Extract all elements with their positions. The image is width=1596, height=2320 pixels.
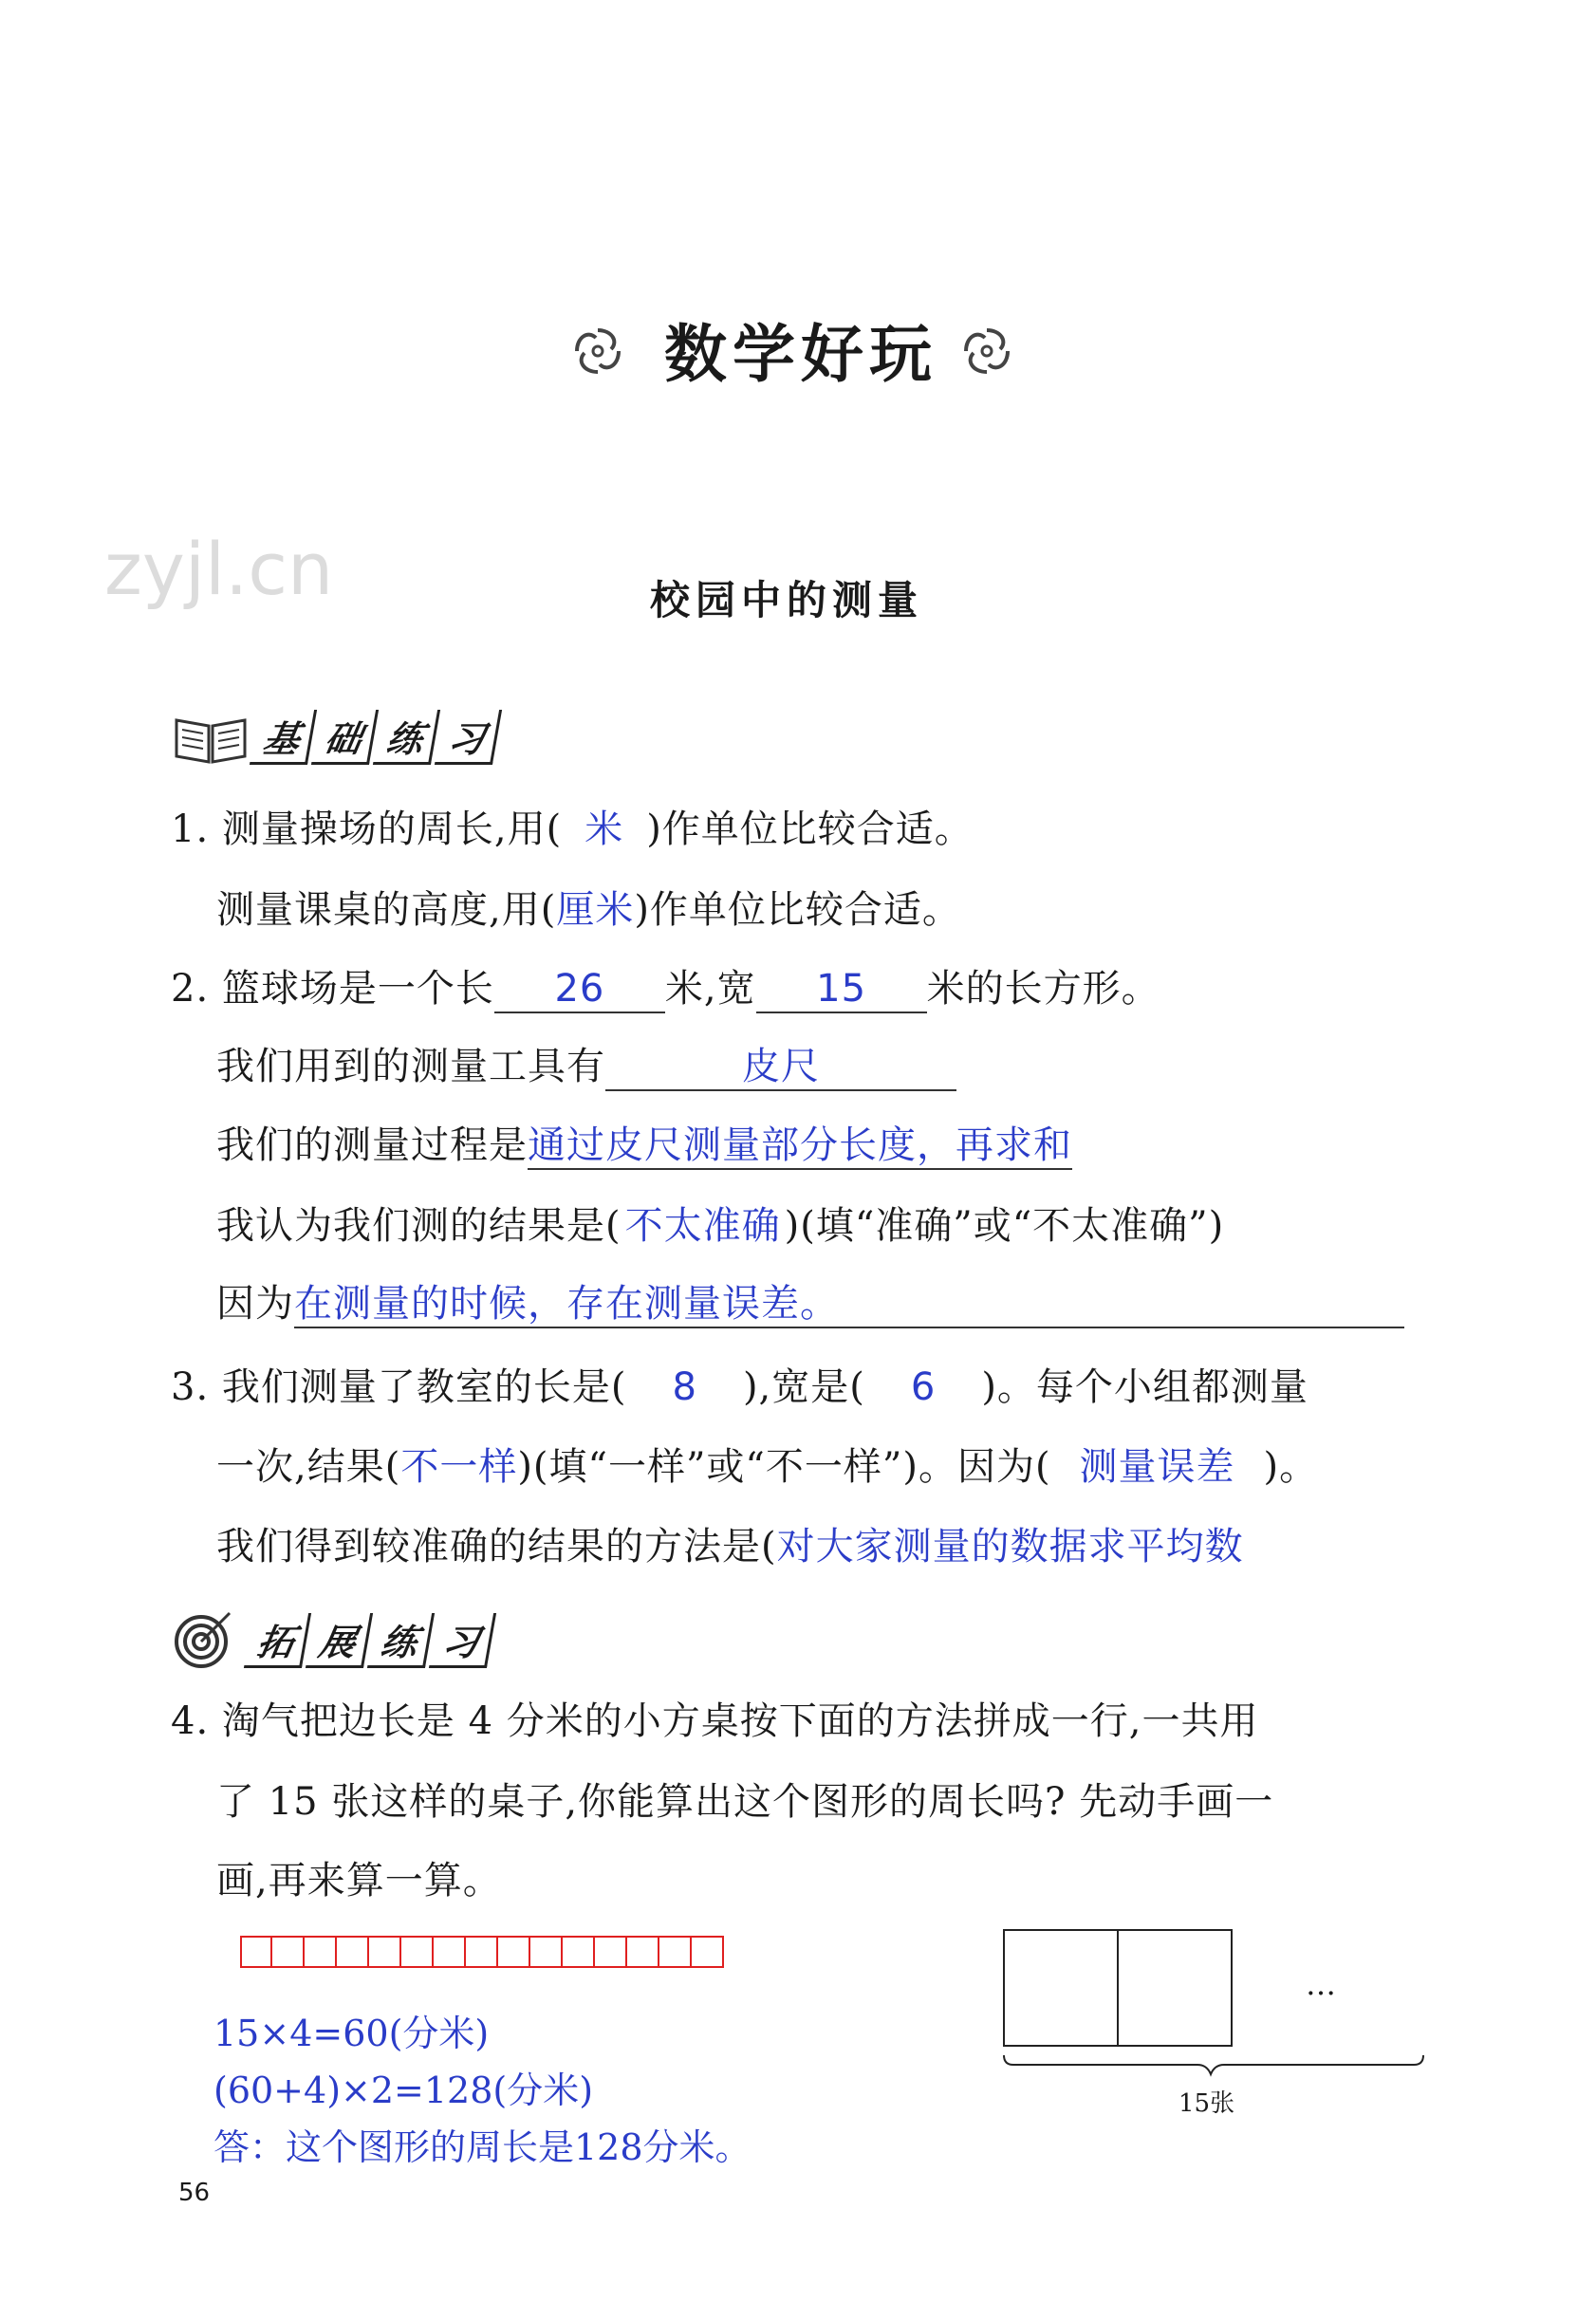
q3-line1: [171, 1364, 1308, 1410]
q3-line2-mid: )(填“一样”或“不一样”)。因为(: [517, 1445, 1051, 1489]
q3-line1-mid: ),宽是(: [742, 1365, 865, 1409]
q2-answer-length: 26: [494, 966, 665, 1013]
q2-line4-text: 我认为我们测的结果是(: [216, 1204, 622, 1248]
section-label-char: 练: [367, 1613, 435, 1668]
page-title: 数学好玩: [664, 318, 937, 391]
section-label-char: 习: [429, 1613, 496, 1668]
drawn-table-cell: [466, 1936, 498, 1968]
q2-line1-text: 2. 篮球场是一个长: [171, 967, 494, 1011]
section-label-char: 拓: [244, 1613, 311, 1668]
q2-answer-accuracy: 不太准确: [624, 1204, 781, 1248]
q3-answer-length: 8: [672, 1365, 697, 1409]
drawn-table-cell: [272, 1936, 305, 1968]
q2-line4: [216, 1203, 1224, 1249]
drawn-table-cell: [659, 1936, 692, 1968]
q3-answer-reason: 测量误差: [1079, 1445, 1235, 1489]
q2-line3: [216, 1123, 1072, 1170]
q1-answer-1: 米: [585, 807, 624, 851]
q1-line2-text: 测量课桌的高度,用(: [216, 888, 557, 932]
drawn-table-cell: [595, 1936, 627, 1968]
q2-line1-mid: 米,宽: [664, 967, 756, 1011]
q3-line2-suffix: )。: [1263, 1445, 1319, 1489]
drawn-table-cell: [434, 1936, 466, 1968]
q3-line2: [216, 1444, 1318, 1490]
drawn-table-cell: [401, 1936, 434, 1968]
q3-answer-width: 6: [910, 1365, 937, 1409]
section-label-char: 习: [435, 710, 502, 765]
section-label-char: 练: [373, 710, 440, 765]
section-label-char: 展: [306, 1613, 373, 1668]
drawn-table-cell: [627, 1936, 659, 1968]
drawn-table-cell: [498, 1936, 530, 1968]
drawn-table-cell: [530, 1936, 563, 1968]
q4-answer-line-1: 15×4=60(分米): [213, 2013, 490, 2054]
drawn-table-cell: [563, 1936, 595, 1968]
brace-label: 15张: [1178, 2089, 1235, 2118]
q1-line2: [216, 887, 961, 933]
q4-answer-line-2: (60+4)×2=128(分米): [213, 2069, 594, 2111]
table-diagram: [996, 1926, 1433, 2101]
q4-answer-line-3: 答：这个图形的周长是128分米。: [213, 2126, 752, 2168]
q3-line2-text: 一次,结果(: [216, 1445, 401, 1489]
q2-line3-text: 我们的测量过程是: [216, 1123, 528, 1167]
section-label-char: 基: [250, 710, 317, 765]
q1-line2-suffix: )作单位比较合适。: [634, 888, 961, 932]
section-label-extended: [249, 1613, 495, 1668]
q2-line5-text: 因为: [216, 1282, 294, 1326]
q1-line1-suffix: )作单位比较合适。: [646, 807, 974, 851]
q2-line2: [216, 1044, 956, 1091]
q2-answer-reason: 在测量的时候，存在测量误差。: [294, 1281, 1404, 1328]
drawn-table-cell: [369, 1936, 401, 1968]
target-icon: [171, 1605, 237, 1676]
q4-line1: 4. 淘气把边长是 4 分米的小方桌按下面的方法拼成一行,一共用: [171, 1699, 1259, 1743]
drawn-table-cell: [305, 1936, 337, 1968]
drawn-tables-row: [240, 1936, 724, 1968]
section-label-char: 础: [311, 710, 379, 765]
q3-answer-same: 不一样: [400, 1445, 518, 1489]
q1-line1-text: 1. 测量操场的周长,用(: [171, 807, 563, 851]
drawn-table-cell: [337, 1936, 369, 1968]
watermark: zyjl.cn: [104, 527, 334, 611]
drawn-table-cell: [240, 1936, 272, 1968]
q2-line5: [216, 1281, 1404, 1328]
q3-line3: [216, 1524, 1244, 1569]
section-label-basic: [254, 710, 501, 765]
q3-line1-text: 3. 我们测量了教室的长是(: [171, 1365, 627, 1409]
q3-line3-text: 我们得到较准确的结果的方法是(: [216, 1525, 777, 1568]
book-icon: [171, 707, 251, 771]
page-number: 56: [178, 2179, 211, 2207]
q2-line4-suffix: )(填“准确”或“不太准确”): [784, 1204, 1225, 1248]
q4-line2: 了 15 张这样的桌子,你能算出这个图形的周长吗? 先动手画一: [216, 1780, 1274, 1824]
q3-answer-method: 对大家测量的数据求平均数: [776, 1525, 1244, 1568]
q2-answer-process: 通过皮尺测量部分长度，再求和: [528, 1123, 1072, 1170]
diagram-ellipsis: …: [1306, 1966, 1336, 2002]
section-subtitle: 校园中的测量: [650, 577, 924, 623]
q2-answer-width: 15: [756, 966, 927, 1013]
q2-line1-suffix: 米的长方形。: [926, 967, 1160, 1011]
q1-answer-2: 厘米: [556, 888, 635, 932]
q4-line3: 画,再来算一算。: [216, 1859, 502, 1902]
drawn-table-cell: [692, 1936, 724, 1968]
q2-line2-text: 我们用到的测量工具有: [216, 1045, 605, 1088]
q1-line1: [171, 807, 974, 852]
q2-answer-tool: 皮尺: [605, 1044, 956, 1091]
q2-line1: [171, 966, 1160, 1013]
title-ornament-left: [569, 323, 626, 383]
title-ornament-right: [958, 323, 1015, 383]
q3-line1-suffix: )。每个小组都测量: [981, 1365, 1308, 1409]
